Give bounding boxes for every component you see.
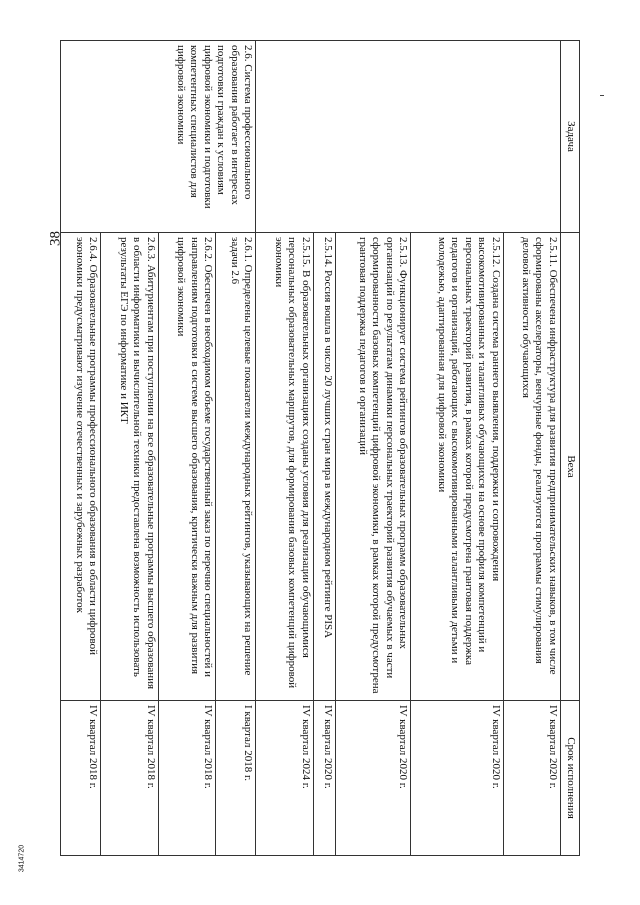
- veha-cell: 2.6.3. Абитуриентам при поступлении на все образовательные программы высшего образования в области информатики и вычислительной техники предоставлена возможность использовать результаты ЕГЭ по информатике и ИКТ: [101, 233, 158, 701]
- table-header-row: [561, 41, 580, 856]
- page-number: 38: [47, 231, 64, 246]
- veha-cell: 2.5.15. В образовательных организациях созданы условия для реализации обучающимися персональных образовательных маршрутов, для формирования базовых компетенций цифровой экономики: [256, 233, 313, 701]
- srok-cell: IV квартал 2018 г.: [158, 701, 215, 856]
- srok-cell: IV квартал 2020 г.: [336, 701, 411, 856]
- srok-cell: I квартал 2018 г.: [216, 701, 256, 856]
- srok-cell: IV квартал 2024 г.: [256, 701, 313, 856]
- header-veha: Веха: [561, 233, 580, 701]
- veha-cell: 2.5.13. Функционирует система рейтингов образовательных программ образовательных организаций по результатам динамики персональных траекторий развития обучаемых в части сформированности базовых компетенций цифровой экономики, в рамках которой предусмотрена грантовая поддержка педагогов и организаций: [336, 233, 411, 701]
- veha-cell: 2.6.2. Обеспечен в необходимом объеме государственный заказ по перечню специальностей и направлениям подготовки в системе высшего образования, критически важным для развития цифровой экономики: [158, 233, 215, 701]
- document-code: 3414720: [18, 844, 26, 873]
- table-row: [503, 41, 560, 856]
- rotated-page-content: [60, 40, 580, 855]
- veha-cell: 2.6.4. Образовательные программы профессионального образования в области цифровой экономики предусматривают изучение отечественных и зарубежных разработок: [61, 233, 101, 701]
- srok-cell: IV квартал 2020 г.: [313, 701, 336, 856]
- srok-cell: IV квартал 2018 г.: [61, 701, 101, 856]
- veha-cell: 2.6.1. Определены целевые показатели международных рейтингов, указывающих на решение задачи 2.6: [216, 233, 256, 701]
- milestones-table: [60, 40, 580, 856]
- srok-cell: IV квартал 2018 г.: [101, 701, 158, 856]
- margin-tick: [600, 95, 604, 96]
- veha-cell: 2.5.11. Обеспечена инфраструктура для развития предпринимательских навыков, в том числе сформированы акселераторы, венчурные фонды, реализуются программы стимулирования деловой активности обучающихся: [503, 233, 560, 701]
- zadacha-cell: [256, 41, 561, 233]
- veha-cell: 2.5.12. Создана система раннего выявления, поддержки и сопровождения высокомотивированных и талантливых обучающихся на основе профиля компетенций и персональных траекторий развития, в рамках которой предусмотрена грантовая поддержка педагогов и организаций, работающих с высокомотивированными талантливыми детьми и молодежью, адаптированная для цифровой экономики: [411, 233, 503, 701]
- srok-cell: IV квартал 2020 г.: [503, 701, 560, 856]
- srok-cell: IV квартал 2020 г.: [411, 701, 503, 856]
- veha-cell: 2.5.14. Россия вошла в число 20 лучших стран мира в международном рейтинге PISA: [313, 233, 336, 701]
- table-row: [216, 41, 256, 856]
- header-srok: Срок исполнения: [561, 701, 580, 856]
- zadacha-cell: 2.6. Система профессионального образования работает в интересах подготовки граждан к условиям цифровой экономики и подготовки компетентных специалистов для цифровой экономики: [61, 41, 256, 233]
- header-zadacha: Задача: [561, 41, 580, 233]
